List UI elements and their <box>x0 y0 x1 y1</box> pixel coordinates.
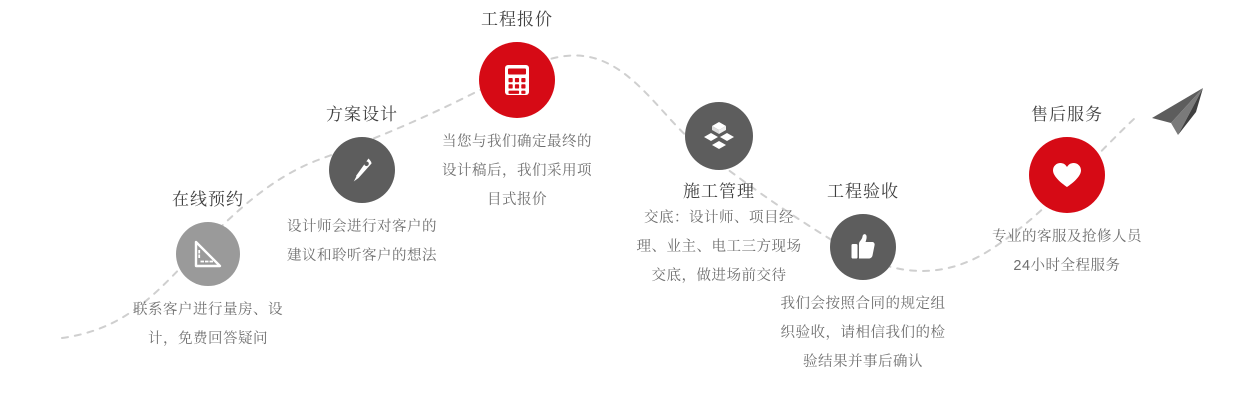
process-step-quotation[interactable] <box>427 8 607 215</box>
step-description: 我们会按照合同的规定组织验收，请相信我们的检验结果并事后确认 <box>780 296 946 370</box>
heart-icon <box>1029 137 1105 213</box>
step-icon-wrap <box>629 102 809 170</box>
step-icon-wrap <box>773 214 953 280</box>
step-icon-wrap <box>427 42 607 118</box>
thumbs-up-icon <box>830 214 896 280</box>
step-title: 方案设计 <box>326 105 398 124</box>
step-title: 施工管理 <box>683 182 755 201</box>
process-step-acceptance[interactable] <box>773 180 953 377</box>
step-icon-wrap <box>272 137 452 203</box>
calculator-icon <box>479 42 555 118</box>
step-description: 当您与我们确定最终的设计稿后，我们采用项目式报价 <box>442 134 592 208</box>
ruler-triangle-icon <box>176 222 240 286</box>
step-title: 在线预约 <box>172 190 244 209</box>
step-description: 交底：设计师、项目经理、业主、电工三方现场交底，做进场前交待 <box>636 210 802 284</box>
paper-plane-icon <box>1152 88 1203 135</box>
step-icon-wrap <box>118 222 298 286</box>
step-description: 专业的客服及抢修人员24小时全程服务 <box>992 229 1142 274</box>
process-step-online-booking[interactable] <box>118 188 298 354</box>
process-step-plan-design[interactable] <box>272 103 452 271</box>
step-title: 工程验收 <box>827 182 899 201</box>
step-title: 工程报价 <box>481 10 553 29</box>
process-step-after-sales[interactable] <box>977 103 1157 281</box>
step-description: 设计师会进行对客户的建议和聆听客户的想法 <box>287 219 437 264</box>
step-description: 联系客户进行量房、设计，免费回答疑问 <box>133 302 283 347</box>
pen-nib-icon <box>329 137 395 203</box>
step-icon-wrap <box>977 137 1157 213</box>
step-title: 售后服务 <box>1031 105 1103 124</box>
boxes-stack-icon <box>685 102 753 170</box>
